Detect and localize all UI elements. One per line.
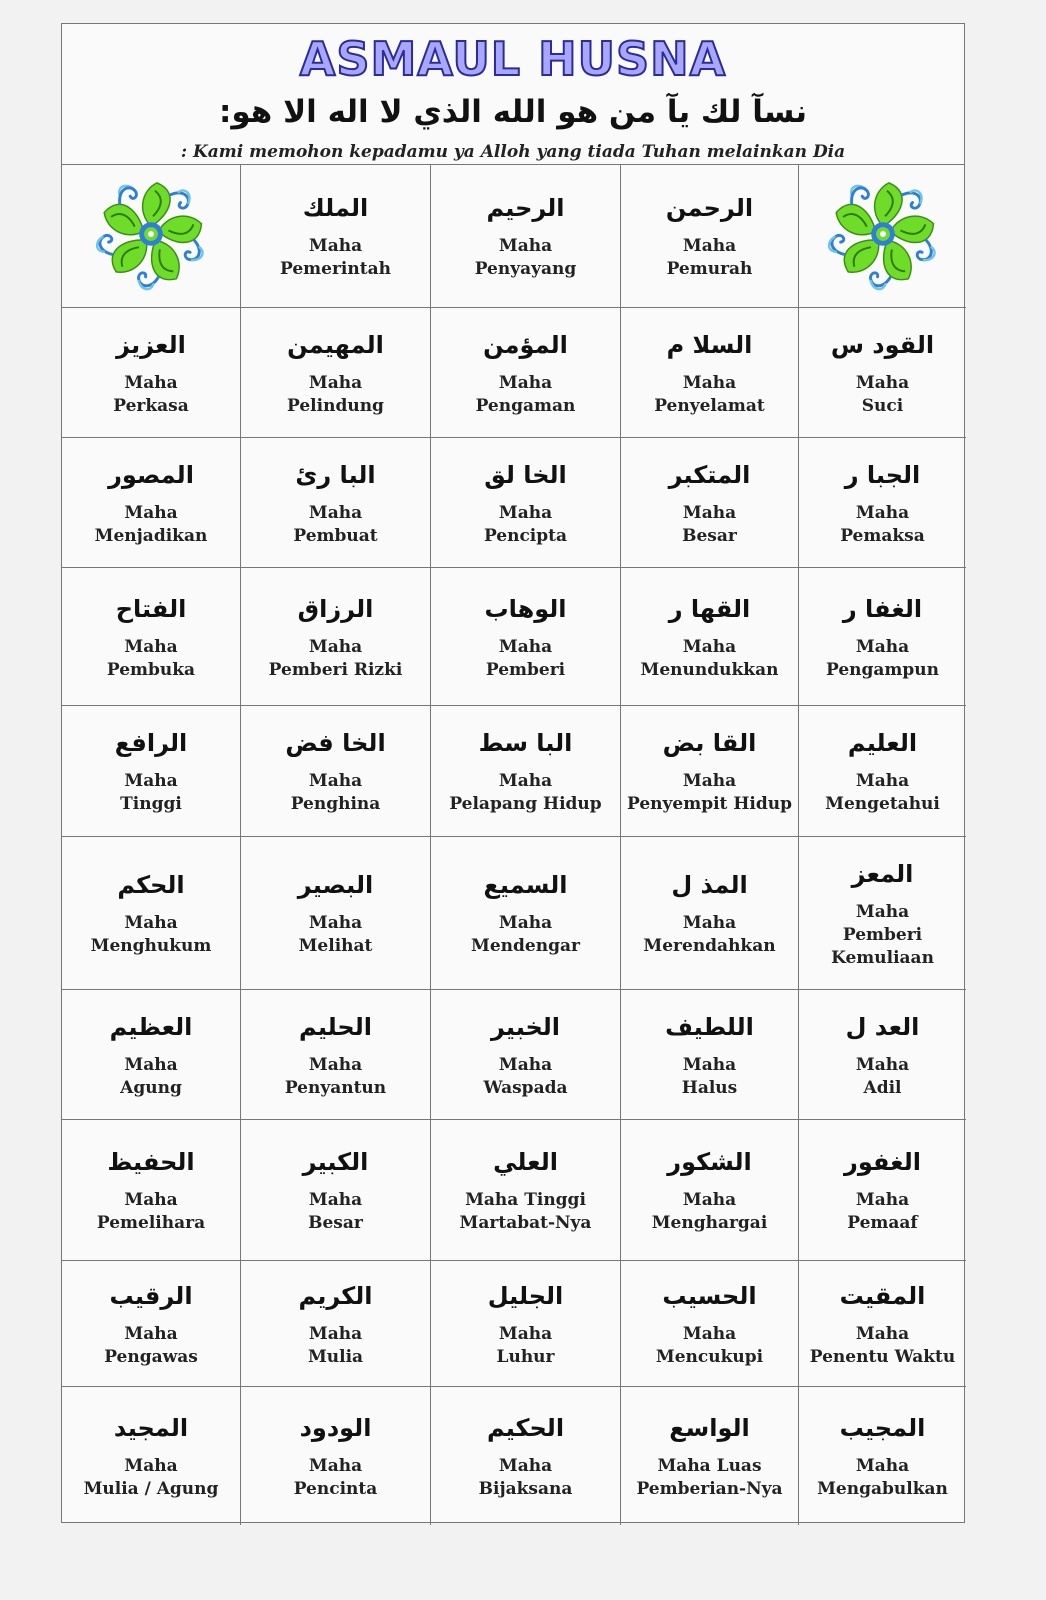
- name-cell: [431, 837, 621, 990]
- arabic-name: الرحيم: [486, 194, 565, 222]
- name-meaning: Maha Penentu Waktu: [809, 1323, 956, 1367]
- name-cell: [241, 165, 431, 308]
- name-cell: [799, 438, 966, 568]
- arabic-name: المقيت: [839, 1281, 926, 1310]
- arabic-name: العلي: [493, 1148, 558, 1176]
- arabic-name: البصير: [297, 871, 374, 899]
- arabic-invocation: نسآ لك يآ من هو الله الذي لا اله الا هو:: [218, 94, 808, 130]
- arabic-name: الرحمن: [665, 194, 754, 222]
- arabic-name: الحكم: [117, 871, 185, 899]
- arabic-name: الخبير: [490, 1012, 561, 1041]
- name-meaning: Maha Bijaksana: [478, 1456, 573, 1499]
- name-meaning: Maha Waspada: [483, 1054, 568, 1098]
- arabic-name: الحفيظ: [107, 1148, 195, 1176]
- name-cell: [62, 1261, 241, 1387]
- arabic-name: الشكور: [667, 1148, 752, 1176]
- arabic-name: الكريم: [298, 1281, 373, 1310]
- name-meaning: Maha Pembuat: [293, 502, 378, 546]
- name-cell: [621, 1261, 799, 1387]
- name-cell: [431, 438, 621, 568]
- name-meaning: Maha Melihat: [298, 913, 373, 956]
- name-meaning: Maha Pelapang Hidup: [449, 771, 602, 814]
- name-cell: [621, 568, 799, 706]
- invocation-translation: : Kami memohon kepadamu ya Alloh yang tiada Tuhan melainkan Dia: [180, 142, 846, 162]
- arabic-name: الوهاب: [484, 594, 567, 623]
- name-meaning: Maha Pemaksa: [840, 502, 925, 546]
- name-cell: [62, 438, 241, 568]
- arabic-name: الكبير: [302, 1148, 369, 1176]
- arabic-name: الخا لق: [484, 460, 567, 489]
- name-cell: [241, 1261, 431, 1387]
- name-cell: [799, 1387, 966, 1525]
- name-meaning: Maha Penyelamat: [654, 372, 765, 416]
- name-meaning: Maha Pencipta: [483, 502, 568, 546]
- arabic-name: العد ل: [845, 1012, 920, 1041]
- name-cell: [241, 438, 431, 568]
- name-meaning: Maha Suci: [855, 372, 910, 416]
- name-meaning: Maha Pemerintah: [280, 236, 391, 279]
- name-meaning: Maha Pembuka: [106, 636, 196, 680]
- arabic-name: الجبا ر: [844, 460, 921, 489]
- arabic-name: المذ ل: [671, 871, 748, 899]
- ornament-cell: [62, 165, 241, 308]
- name-cell: [62, 1120, 241, 1261]
- name-cell: [62, 568, 241, 706]
- name-meaning: Maha Penyayang: [474, 236, 577, 279]
- name-meaning: Maha Adil: [855, 1054, 910, 1098]
- arabic-name: المصور: [108, 460, 194, 489]
- name-cell: [241, 568, 431, 706]
- arabic-name: الواسع: [669, 1414, 750, 1442]
- arabic-name: الغفور: [844, 1148, 921, 1176]
- name-cell: [431, 1120, 621, 1261]
- name-cell: [799, 706, 966, 837]
- name-cell: [431, 308, 621, 438]
- name-meaning: Maha Pemurah: [666, 236, 753, 279]
- name-cell: [431, 1387, 621, 1525]
- name-meaning: Maha Menghargai: [651, 1190, 768, 1233]
- name-meaning: Maha Halus: [681, 1054, 738, 1098]
- name-cell: [241, 308, 431, 438]
- name-cell: [241, 706, 431, 837]
- name-meaning: Maha Mendengar: [471, 913, 580, 956]
- arabic-name: القود س: [830, 330, 935, 359]
- arabic-name: الرزاق: [297, 594, 374, 623]
- asmaul-husna-sheet: [61, 23, 965, 1523]
- name-cell: [799, 990, 966, 1120]
- arabic-name: اللطيف: [665, 1012, 754, 1041]
- name-cell: [62, 990, 241, 1120]
- arabic-name: المجيد: [113, 1414, 189, 1442]
- names-grid: [62, 165, 964, 1522]
- name-meaning: Maha Tinggi: [120, 771, 182, 814]
- arabic-name: المتكبر: [668, 460, 751, 489]
- name-cell: [62, 837, 241, 990]
- name-cell: [621, 165, 799, 308]
- name-cell: [621, 1387, 799, 1525]
- name-meaning: Maha Tinggi Martabat-Nya: [459, 1190, 592, 1233]
- name-meaning: Maha Besar: [308, 1190, 363, 1233]
- name-cell: [799, 1261, 966, 1387]
- name-meaning: Maha Pelindung: [287, 372, 384, 416]
- name-meaning: Maha Penghina: [290, 771, 381, 814]
- name-cell: [241, 837, 431, 990]
- name-meaning: Maha Menundukkan: [640, 636, 779, 680]
- name-cell: [621, 308, 799, 438]
- arabic-name: الرافع: [114, 729, 188, 757]
- name-cell: [431, 568, 621, 706]
- name-meaning: Maha Pencinta: [293, 1456, 378, 1499]
- name-cell: [62, 706, 241, 837]
- name-meaning: Maha Mengabulkan: [817, 1456, 948, 1499]
- name-meaning: Maha Penyantun: [284, 1054, 387, 1098]
- name-meaning: Maha Menjadikan: [94, 502, 208, 546]
- name-cell: [621, 990, 799, 1120]
- floral-ornament-icon: [824, 175, 942, 297]
- name-meaning: Maha Menghukum: [90, 913, 212, 956]
- name-cell: [621, 1120, 799, 1261]
- arabic-name: العزيز: [116, 330, 186, 359]
- name-meaning: Maha Pengawas: [104, 1323, 198, 1367]
- arabic-name: السلا م: [666, 330, 753, 359]
- name-meaning: Maha Pengampun: [826, 636, 939, 680]
- arabic-name: الحليم: [299, 1012, 372, 1041]
- arabic-name: الملك: [302, 194, 369, 222]
- arabic-name: الحكيم: [486, 1414, 565, 1442]
- name-cell: [621, 706, 799, 837]
- name-meaning: Maha Mencukupi: [655, 1323, 764, 1367]
- name-meaning: Maha Perkasa: [113, 372, 189, 416]
- arabic-name: الحسيب: [662, 1281, 757, 1310]
- name-meaning: Maha Pemelihara: [96, 1190, 206, 1233]
- arabic-name: المجيب: [839, 1414, 926, 1442]
- arabic-name: البا رئ: [295, 460, 376, 489]
- name-meaning: Maha Besar: [682, 502, 737, 546]
- arabic-name: المهيمن: [287, 330, 384, 359]
- name-cell: [431, 165, 621, 308]
- arabic-name: الرقيب: [109, 1281, 193, 1310]
- header: [62, 24, 964, 165]
- name-cell: [431, 1261, 621, 1387]
- name-cell: [62, 308, 241, 438]
- name-meaning: Maha Pengaman: [475, 372, 576, 416]
- name-meaning: Maha Pemberi Kemuliaan: [831, 901, 934, 968]
- name-cell: [799, 308, 966, 438]
- arabic-name: المعز: [851, 859, 914, 888]
- arabic-name: العظيم: [109, 1012, 193, 1041]
- name-cell: [431, 706, 621, 837]
- name-meaning: Maha Luhur: [496, 1323, 555, 1367]
- name-meaning: Maha Pemberi Rizki: [268, 636, 403, 680]
- name-meaning: Maha Mulia / Agung: [83, 1456, 219, 1499]
- page-title: ASMAUL HUSNA: [299, 32, 727, 86]
- name-cell: [62, 1387, 241, 1525]
- name-cell: [621, 438, 799, 568]
- arabic-name: الغفا ر: [842, 594, 923, 623]
- name-cell: [799, 1120, 966, 1261]
- name-cell: [621, 837, 799, 990]
- name-meaning: Maha Mulia: [307, 1323, 364, 1367]
- name-cell: [241, 1120, 431, 1261]
- name-meaning: Maha Pemberi: [485, 636, 566, 680]
- arabic-name: الفتاح: [115, 594, 187, 623]
- floral-ornament-icon: [92, 175, 210, 297]
- name-cell: [241, 1387, 431, 1525]
- arabic-name: المؤمن: [483, 330, 568, 359]
- name-meaning: Maha Pemaaf: [847, 1190, 918, 1233]
- arabic-name: الخا فض: [285, 729, 386, 757]
- name-meaning: Maha Luas Pemberian-Nya: [636, 1456, 783, 1499]
- ornament-cell: [799, 165, 966, 308]
- name-meaning: Maha Agung: [120, 1054, 182, 1098]
- name-cell: [431, 990, 621, 1120]
- name-cell: [241, 990, 431, 1120]
- arabic-name: الودود: [299, 1414, 372, 1442]
- name-cell: [799, 568, 966, 706]
- arabic-name: العليم: [847, 729, 918, 757]
- name-meaning: Maha Merendahkan: [643, 913, 776, 956]
- arabic-name: السميع: [483, 871, 568, 899]
- arabic-name: القا بض: [662, 729, 757, 757]
- name-cell: [799, 837, 966, 990]
- arabic-name: القها ر: [668, 594, 751, 623]
- arabic-name: البا سط: [478, 729, 573, 757]
- name-meaning: Maha Penyempit Hidup: [627, 771, 792, 814]
- arabic-name: الجليل: [487, 1281, 564, 1310]
- name-meaning: Maha Mengetahui: [825, 771, 940, 814]
